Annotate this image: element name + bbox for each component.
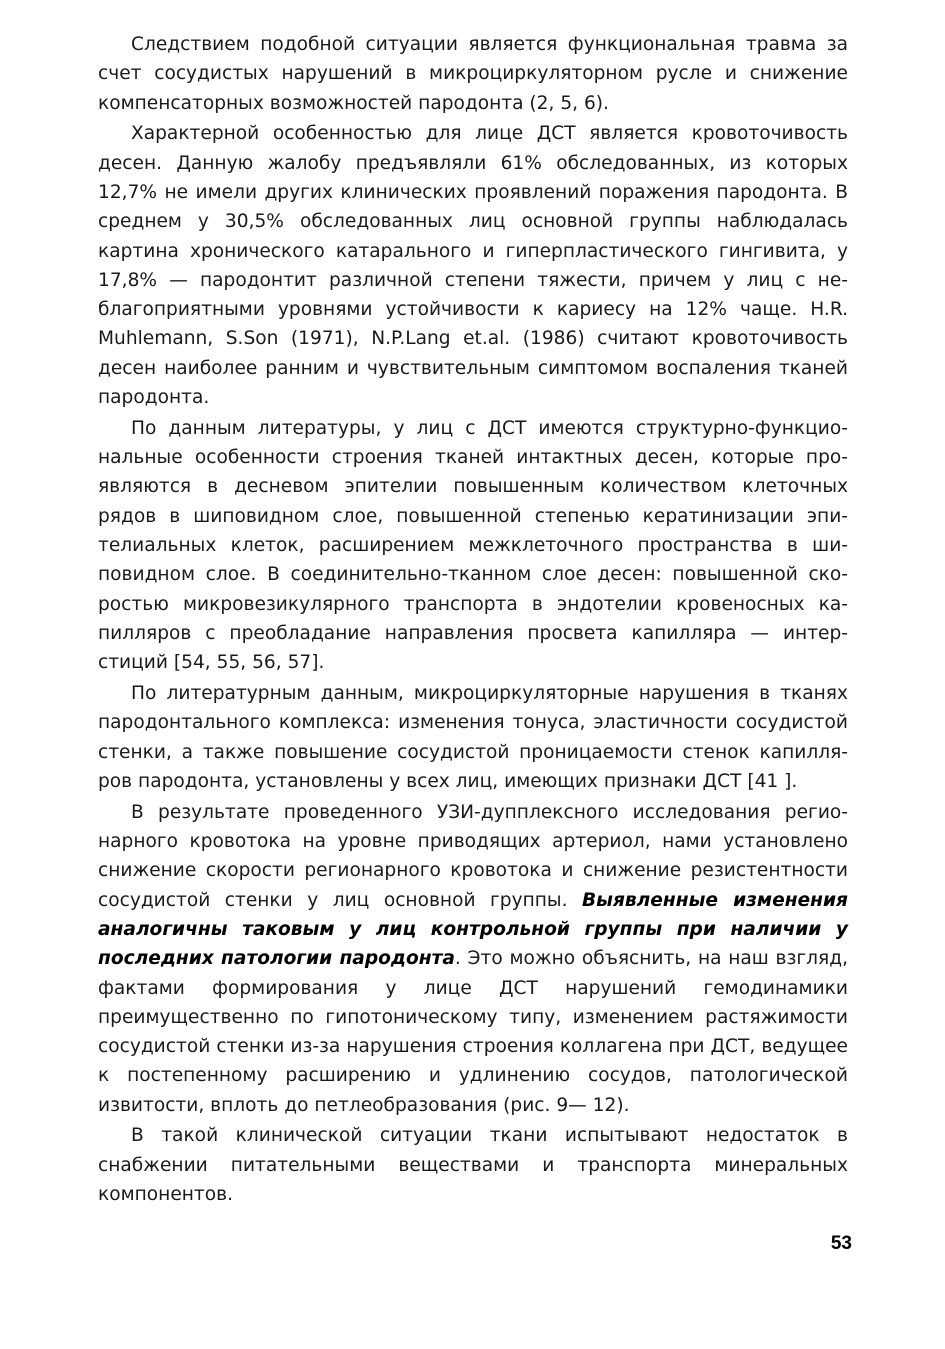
paragraph-5	[98, 798, 848, 1120]
paragraph-5-text-before: В результате проведенного УЗИ-дупплексного исследования регионарного кровотока на уровне приводящих артериол, нами установлено снижение скорости регионарного кровотока и снижение резистентности сосудистой стенки у лиц основной группы.	[98, 801, 848, 911]
paragraph-6: В такой клинической ситуации ткани испытывают недостаток в снабжении питательными веществами и транспорта минеральных компонентов.	[98, 1125, 848, 1206]
paragraph-4: По литературным данным, микроциркуляторные нарушения в тканях пародонтального комплекса: изменения тонуса, эластичности сосудистой стенки, а также повышение сосудистой проницаемости стенок капилляров пародонта, установлены у всех лиц, имеющих признаки ДСТ [41 ].	[98, 683, 848, 792]
paragraph-2: Характерной особенностью для лице ДСТ является кровоточивость десен. Данную жалобу предъявляли 61% обследованных, из которых 12,7% не имели других клинических проявлений поражения пародонта. В среднем у 30,5% обследованных лиц основной группы наблюдалась картина хронического катарального и гиперпластического гингивита, у 17,8% — пародонтит различной степени тяжести, причем у лиц с неблагоприятными уровнями устойчивости к кариесу на 12% чаще. H.R. Muhlemann, S.Son (1971), N.P.Lang et.al. (1986) считают кровоточивость десен наиболее ранним и чувствительным симптомом воспаления тканей пародонта.	[98, 123, 848, 409]
paragraph-5-text-after: . Это можно объяснить, на наш взгляд, фактами формирования у лице ДСТ нарушений гемодинамики преимущественно по гипотоническому типу, изменением растяжимости сосудистой стенки из-за нарушения строения коллагена при ДСТ, ведущее к постепенному расширению и удлинению сосудов, патологической извитости, вплоть до петлеобразования (рис. 9— 12).	[98, 948, 848, 1116]
paragraph-5-emphasis: Выявленные изменения аналогичны таковым у лиц контрольной группы при наличии у последних патологии пародонта	[98, 889, 848, 970]
page-body	[98, 30, 848, 1211]
page-number: 53	[830, 1233, 852, 1254]
paragraph-3: По данным литературы, у лиц с ДСТ имеются структурно-функциональные особенности строения тканей интактных десен, которые проявляются в десневом эпителии повышенным количеством клеточных рядов в шиповидном слое, повышенной степенью кератинизации эпителиальных клеток, расширением межклеточного пространства в шиповидном слое. В соединительно-тканном слое десен: повышенной скоростью микровезикулярного транспорта в эндотелии кровеносных капилляров с преобладание направления просвета капилляра — интерстиций [54, 55, 56, 57].	[98, 417, 848, 674]
paragraph-1: Следствием подобной ситуации является функциональная травма за счет сосудистых нарушений в микроциркуляторном русле и снижение компенсаторных возможностей пародонта (2, 5, 6).	[98, 34, 848, 114]
